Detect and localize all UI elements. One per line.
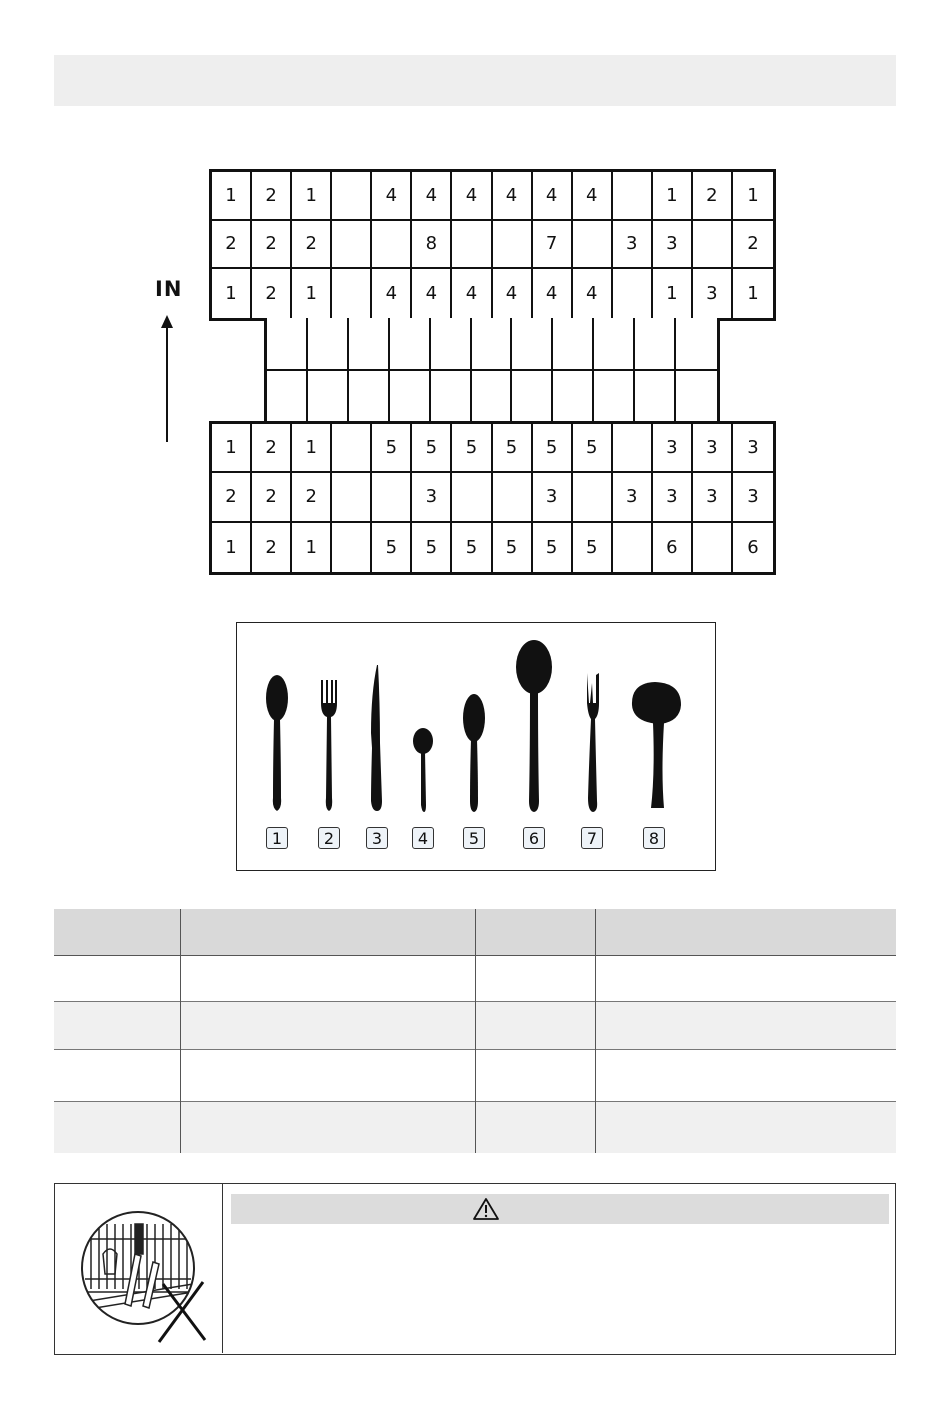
table-header-cell [595, 909, 896, 955]
rack-slot: 2 [212, 473, 252, 522]
rack-slot: 4 [573, 172, 613, 221]
table-header-cell [475, 909, 595, 955]
utensil-legend [236, 622, 716, 871]
rack-slot: 1 [292, 424, 332, 473]
teaspoon-icon [266, 675, 288, 811]
rack-slot [472, 371, 513, 424]
rack-slot: 2 [693, 172, 733, 221]
table-cell [54, 1101, 180, 1153]
table-row [54, 1101, 896, 1153]
rack-slot [693, 221, 733, 270]
warning-box [54, 1183, 896, 1355]
rack-slot: 2 [252, 473, 292, 522]
rack-slot: 4 [452, 269, 492, 318]
rack-slot: 5 [573, 523, 613, 572]
rack-slot: 2 [252, 221, 292, 270]
rack-slot: 4 [412, 269, 452, 318]
rack-slot [613, 424, 653, 473]
rack-slot: 5 [493, 424, 533, 473]
rack-slot: 4 [493, 172, 533, 221]
rack-slot: 5 [493, 523, 533, 572]
rack-slot [635, 371, 676, 424]
rack-slot [573, 221, 613, 270]
rack-slot: 3 [733, 424, 773, 473]
table-cell [54, 1001, 180, 1049]
rack-slot: 2 [212, 221, 252, 270]
rack-slot: 8 [412, 221, 452, 270]
table-cell [180, 1101, 475, 1153]
rack-slot: 1 [212, 172, 252, 221]
rack-slot [349, 371, 390, 424]
table-header-cell [180, 909, 475, 955]
rack-slot [613, 269, 653, 318]
warning-illustration-cell [55, 1184, 223, 1353]
rack-slot [332, 172, 372, 221]
rack-slot: 5 [372, 523, 412, 572]
rack-slot [332, 269, 372, 318]
rack-slot: 7 [533, 221, 573, 270]
rack-slot: 4 [533, 269, 573, 318]
direction-label: IN [155, 277, 183, 301]
rack-slot [372, 221, 412, 270]
rack-slot: 5 [452, 523, 492, 572]
rack-slot: 3 [653, 424, 693, 473]
table-cell [54, 1049, 180, 1101]
ladle-icon [632, 682, 681, 808]
fork-icon [321, 680, 337, 811]
table-cell [475, 1101, 595, 1153]
rack-slot: 5 [452, 424, 492, 473]
rack-slot: 6 [747, 536, 759, 558]
utensil-label-3: 3 [366, 827, 388, 849]
utensil-label-4: 4 [412, 827, 434, 849]
rack-slot: 1 [653, 269, 693, 318]
rack-slot [332, 221, 372, 270]
rack-slot: 1 [212, 269, 252, 318]
table-cell [54, 955, 180, 1001]
rack-slot [349, 318, 390, 371]
rack-slot [332, 523, 372, 572]
rack-slot [267, 371, 308, 424]
rack-middle-section [264, 318, 720, 424]
table-cell [595, 1101, 896, 1153]
rack-slot: 5 [372, 424, 412, 473]
dessert-spoon-icon [463, 694, 485, 812]
rack-slot: 1 [733, 172, 773, 221]
table-header-cell [54, 909, 180, 955]
rack-slot [431, 318, 472, 371]
rack-slot [332, 424, 372, 473]
table-row [54, 955, 896, 1001]
rack-slot: 3 [693, 473, 733, 522]
rack-slot: 6 [653, 523, 693, 572]
rack-slot: 5 [412, 424, 452, 473]
rack-top-section [209, 169, 776, 321]
table-cell [475, 955, 595, 1001]
cutlery-rack-diagram [209, 169, 776, 575]
rack-bottom-section [209, 421, 776, 575]
rack-slot [594, 318, 635, 371]
rack-slot [472, 318, 513, 371]
rack-slot [493, 221, 533, 270]
knives-blade-up-crossed-icon [55, 1184, 222, 1353]
serving-spoon-icon [516, 640, 552, 812]
rack-slot: 3 [693, 424, 733, 473]
rack-slot [267, 318, 308, 371]
rack-slot: 1 [292, 523, 332, 572]
rack-slot: 2 [292, 473, 332, 522]
rack-slot: 5 [533, 523, 573, 572]
rack-slot [676, 318, 717, 371]
rack-slot: 3 [412, 473, 452, 522]
utensil-label-5: 5 [463, 827, 485, 849]
rack-slot [573, 473, 613, 522]
rack-slot [635, 318, 676, 371]
rack-slot [493, 473, 533, 522]
header-bar [54, 55, 896, 106]
rack-slot [613, 172, 653, 221]
rack-slot: 2 [252, 424, 292, 473]
rack-slot: 2 [252, 269, 292, 318]
warning-header [231, 1194, 889, 1224]
table-cell [595, 1049, 896, 1101]
rack-slot: 3 [653, 221, 693, 270]
rack-slot [512, 371, 553, 424]
rack-slot: 4 [452, 172, 492, 221]
utensil-label-8: 8 [643, 827, 665, 849]
rack-slot: 1 [747, 283, 759, 305]
rack-slot: 1 [653, 172, 693, 221]
table-cell [180, 955, 475, 1001]
rack-slot: 4 [372, 172, 412, 221]
utensil-label-2: 2 [318, 827, 340, 849]
rack-slot: 4 [533, 172, 573, 221]
rack-slot [512, 318, 553, 371]
rack-slot: 4 [493, 269, 533, 318]
rack-slot [390, 318, 431, 371]
table-cell [595, 955, 896, 1001]
rack-slot [553, 318, 594, 371]
rack-slot: 3 [693, 269, 733, 318]
rack-slot [431, 371, 472, 424]
table-header-row [54, 909, 896, 955]
rack-slot [332, 473, 372, 522]
rack-slot: 4 [412, 172, 452, 221]
utensil-label-1: 1 [266, 827, 288, 849]
rack-slot [390, 371, 431, 424]
table-cell [595, 1001, 896, 1049]
rack-slot: 3 [613, 473, 653, 522]
rack-slot: 3 [653, 473, 693, 522]
rack-slot: 5 [533, 424, 573, 473]
up-arrow-icon [158, 315, 178, 445]
rack-slot [452, 221, 492, 270]
rack-slot [613, 523, 653, 572]
rack-slot: 1 [212, 523, 252, 572]
rack-slot: 2 [252, 523, 292, 572]
rack-slot [372, 473, 412, 522]
rack-slot: 4 [573, 269, 613, 318]
rack-slot: 1 [212, 424, 252, 473]
rack-slot: 5 [573, 424, 613, 473]
rack-slot: 2 [733, 221, 773, 270]
rack-slot: 1 [292, 172, 332, 221]
rack-slot [693, 523, 733, 572]
rack-slot: 2 [252, 172, 292, 221]
rack-slot [452, 473, 492, 522]
table-row [54, 1049, 896, 1101]
table-cell [475, 1001, 595, 1049]
rack-slot [594, 371, 635, 424]
rack-slot: 3 [613, 221, 653, 270]
serving-fork-icon [587, 673, 599, 812]
rack-slot [308, 318, 349, 371]
small-spoon-icon [413, 728, 433, 812]
warning-triangle-icon [472, 1197, 500, 1221]
rack-slot: 2 [292, 221, 332, 270]
rack-slot [553, 371, 594, 424]
rack-slot: 3 [733, 473, 773, 522]
rack-slot: 4 [372, 269, 412, 318]
table-cell [180, 1049, 475, 1101]
table-cell [475, 1049, 595, 1101]
table-cell [180, 1001, 475, 1049]
rack-slot: 3 [533, 473, 573, 522]
info-table [54, 909, 896, 1153]
table-row [54, 1001, 896, 1049]
knife-icon [371, 665, 382, 811]
rack-slot [308, 371, 349, 424]
utensil-label-7: 7 [581, 827, 603, 849]
rack-slot: 1 [292, 269, 332, 318]
rack-slot [676, 371, 717, 424]
rack-slot: 5 [412, 523, 452, 572]
utensil-label-6: 6 [523, 827, 545, 849]
